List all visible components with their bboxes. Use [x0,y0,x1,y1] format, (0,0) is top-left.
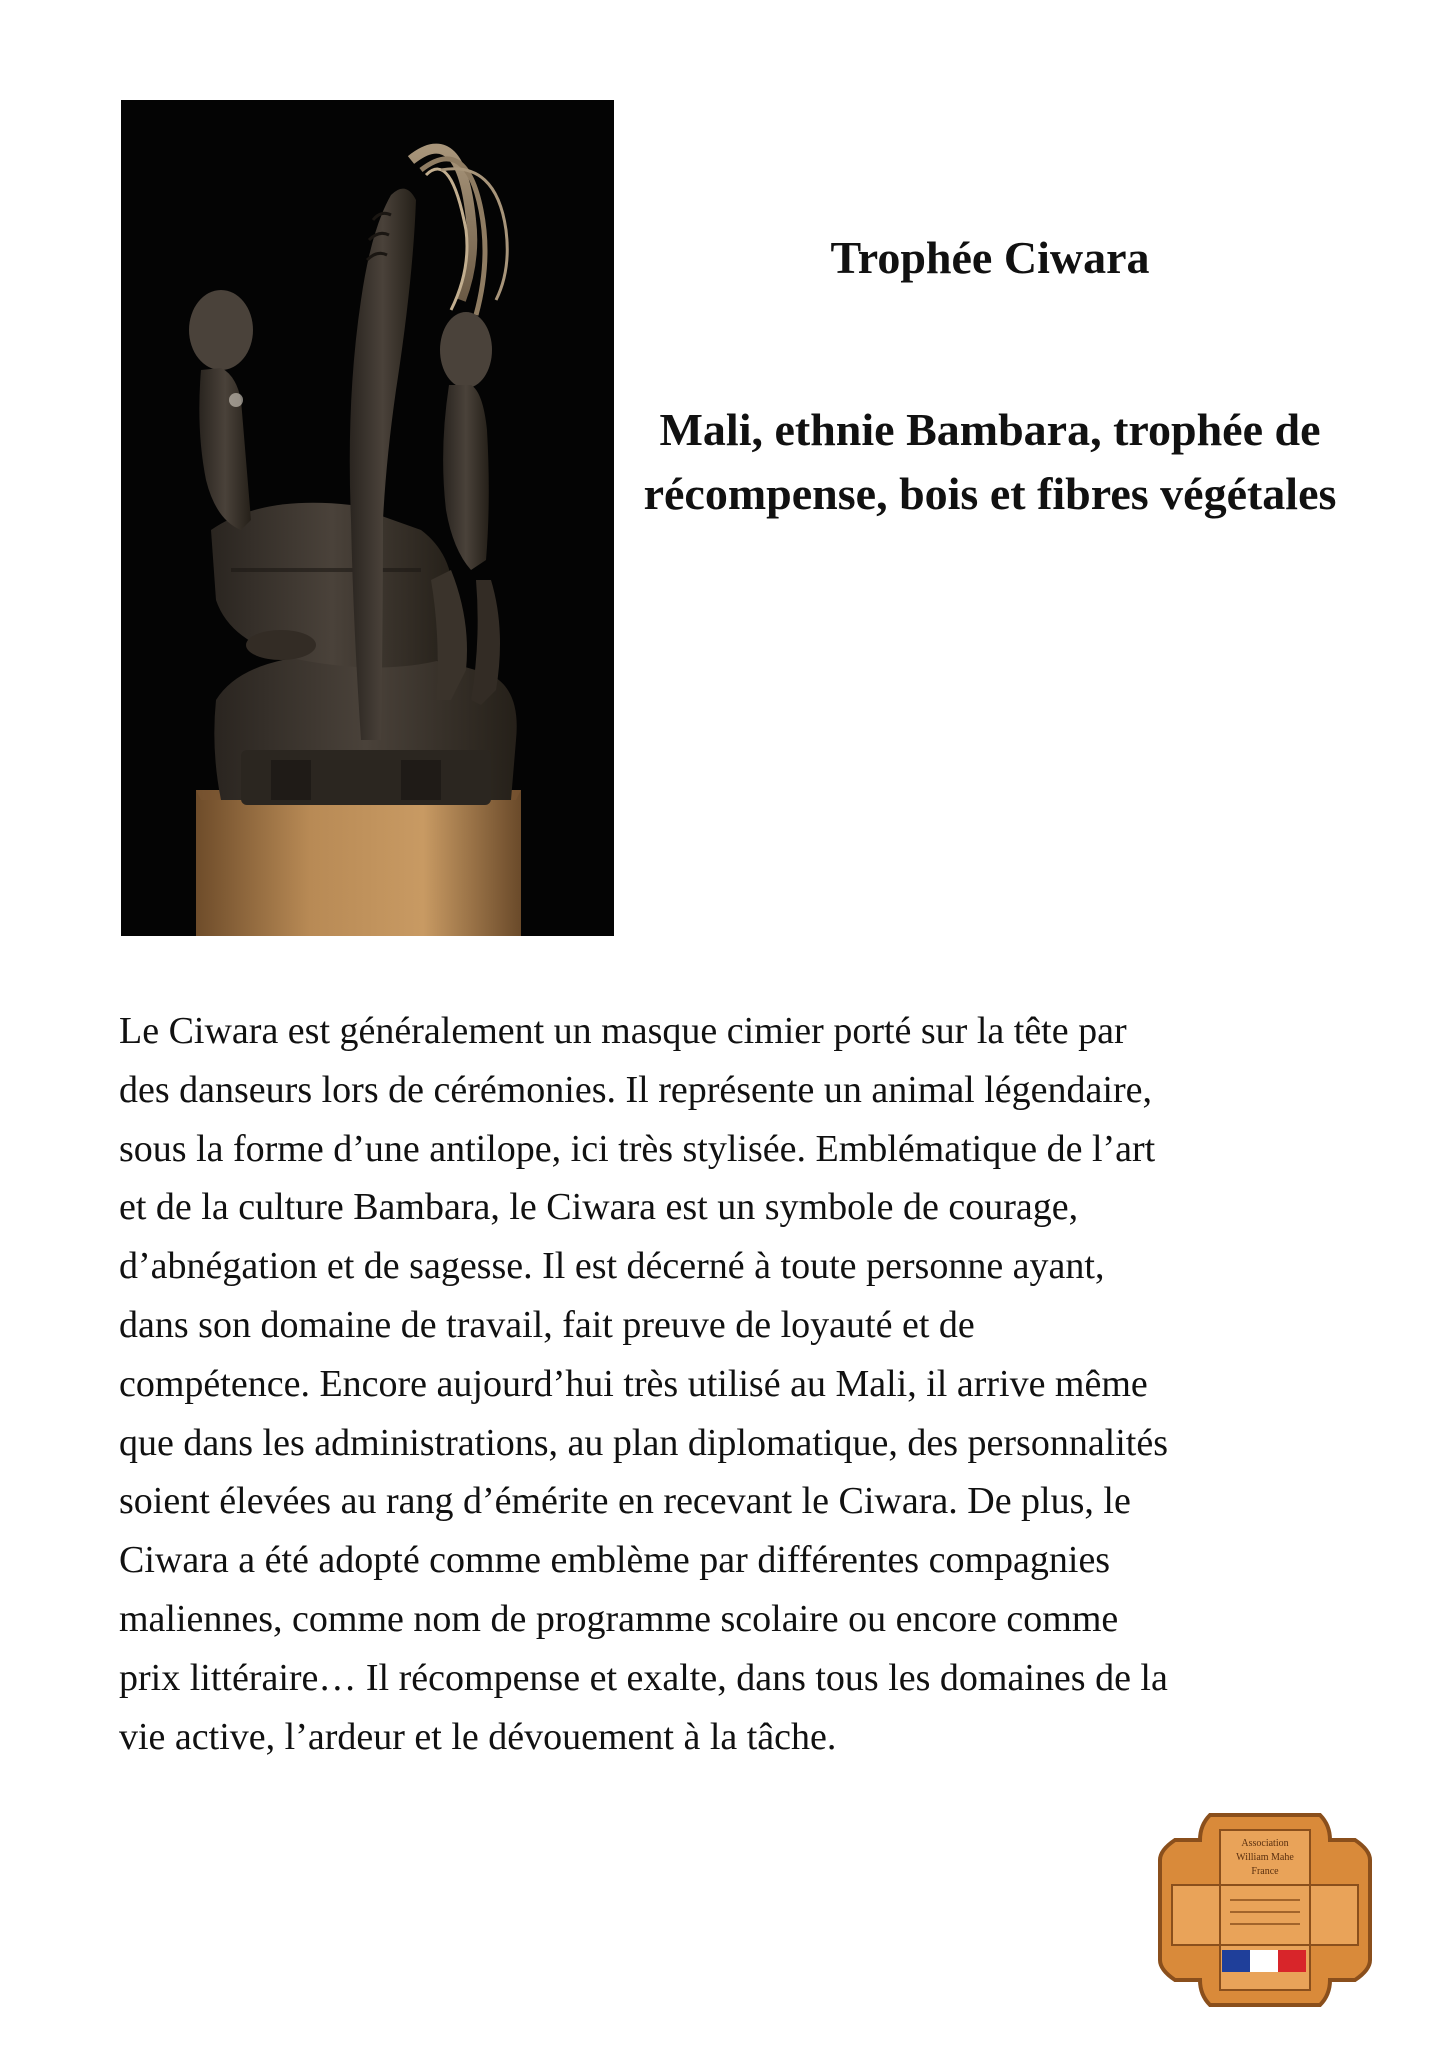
artwork-subtitle: Mali, ethnie Bambara, trophée de récompense, bois et fibres végétales [643,404,1337,519]
stamp-line-2: William Mahe [1236,1852,1294,1863]
stamp-line-1: Association [1241,1838,1289,1849]
description-line: maliennes, comme nom de programme scolaire ou encore comme [119,1597,1119,1640]
description-line: soient élevées au rang d’émérite en recevant le Ciwara. De plus, le [119,1480,1131,1523]
stamp-logo-icon [1150,1800,1380,2020]
artwork-title: Trophée Ciwara [830,232,1150,283]
stamp-line-3: France [1251,1866,1279,1877]
description-line: que dans les administrations, au plan diplomatique, des personnalités [119,1421,1169,1464]
title-block [640,226,1340,526]
description-line: Ciwara a été adopté comme emblème par différentes compagnies [119,1539,1111,1582]
description-line: vie active, l’ardeur et le dévouement à la tâche. [119,1715,837,1758]
artwork-photo [121,100,614,936]
description-line: dans son domaine de travail, fait preuve de loyauté et de [119,1303,975,1346]
description-line: et de la culture Bambara, le Ciwara est un symbole de courage, [119,1186,1079,1229]
description-paragraph [119,1002,1349,1766]
description-line: prix littéraire… Il récompense et exalte, dans tous les domaines de la [119,1656,1168,1699]
description-line: sous la forme d’une antilope, ici très stylisée. Emblématique de l’art [119,1127,1156,1170]
description-line: d’abnégation et de sagesse. Il est décerné à toute personne ayant, [119,1245,1105,1288]
ciwara-sculpture-image [121,100,614,936]
french-flag-icon [1222,1950,1306,1972]
description-line: compétence. Encore aujourd’hui très utilisé au Mali, il arrive même [119,1362,1148,1405]
description-line: Le Ciwara est généralement un masque cimier porté sur la tête par [119,1010,1127,1052]
association-stamp [1150,1800,1380,2020]
description-line: des danseurs lors de cérémonies. Il représente un animal légendaire, [119,1068,1152,1111]
